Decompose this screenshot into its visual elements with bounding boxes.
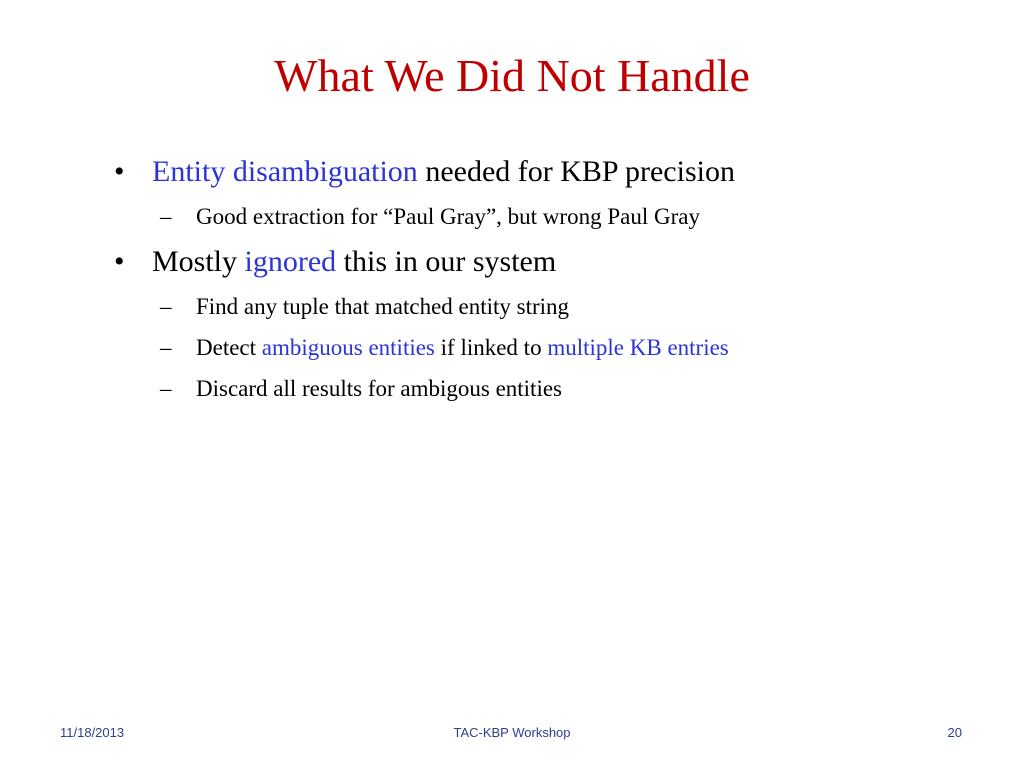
sub-bullet-find-tuple: Find any tuple that matched entity string xyxy=(196,294,570,319)
sub-bullet-good-extraction: Good extraction for “Paul Gray”, but wrong Paul Gray xyxy=(196,204,700,229)
bullet-entity-disambiguation xyxy=(152,154,735,190)
footer-date: 11/18/2013 xyxy=(60,725,125,740)
bullet-text: this in our system xyxy=(336,245,557,278)
bullet-marker: • xyxy=(114,155,125,188)
highlight-multiple-kb-entries: multiple KB entries xyxy=(547,335,729,360)
sub-bullet-marker: – xyxy=(160,376,172,401)
sub-bullet-middle: if linked to xyxy=(434,335,548,360)
highlight-ambiguous-entities: ambiguous entities xyxy=(261,335,435,360)
bullet-text: needed for KBP precision xyxy=(417,155,735,188)
bullet-marker: • xyxy=(114,245,125,278)
sub-bullet-marker: – xyxy=(160,335,172,360)
highlight-ignored: ignored xyxy=(244,245,337,278)
bullet-prefix: Mostly xyxy=(152,245,245,278)
footer-title: TAC-KBP Workshop xyxy=(453,725,571,740)
bullet-mostly-ignored xyxy=(152,244,556,280)
sub-bullet-prefix: Detect xyxy=(196,335,262,360)
sub-bullet-marker: – xyxy=(160,294,172,319)
sub-bullet-discard-results: Discard all results for ambigous entities xyxy=(196,376,563,401)
sub-bullet-detect-ambiguous xyxy=(196,333,729,363)
footer-page-number: 20 xyxy=(947,725,962,740)
slide-title: What We Did Not Handle xyxy=(274,50,750,101)
sub-bullet-marker: – xyxy=(160,204,172,229)
highlight-entity-disambiguation: Entity disambiguation xyxy=(152,155,418,188)
